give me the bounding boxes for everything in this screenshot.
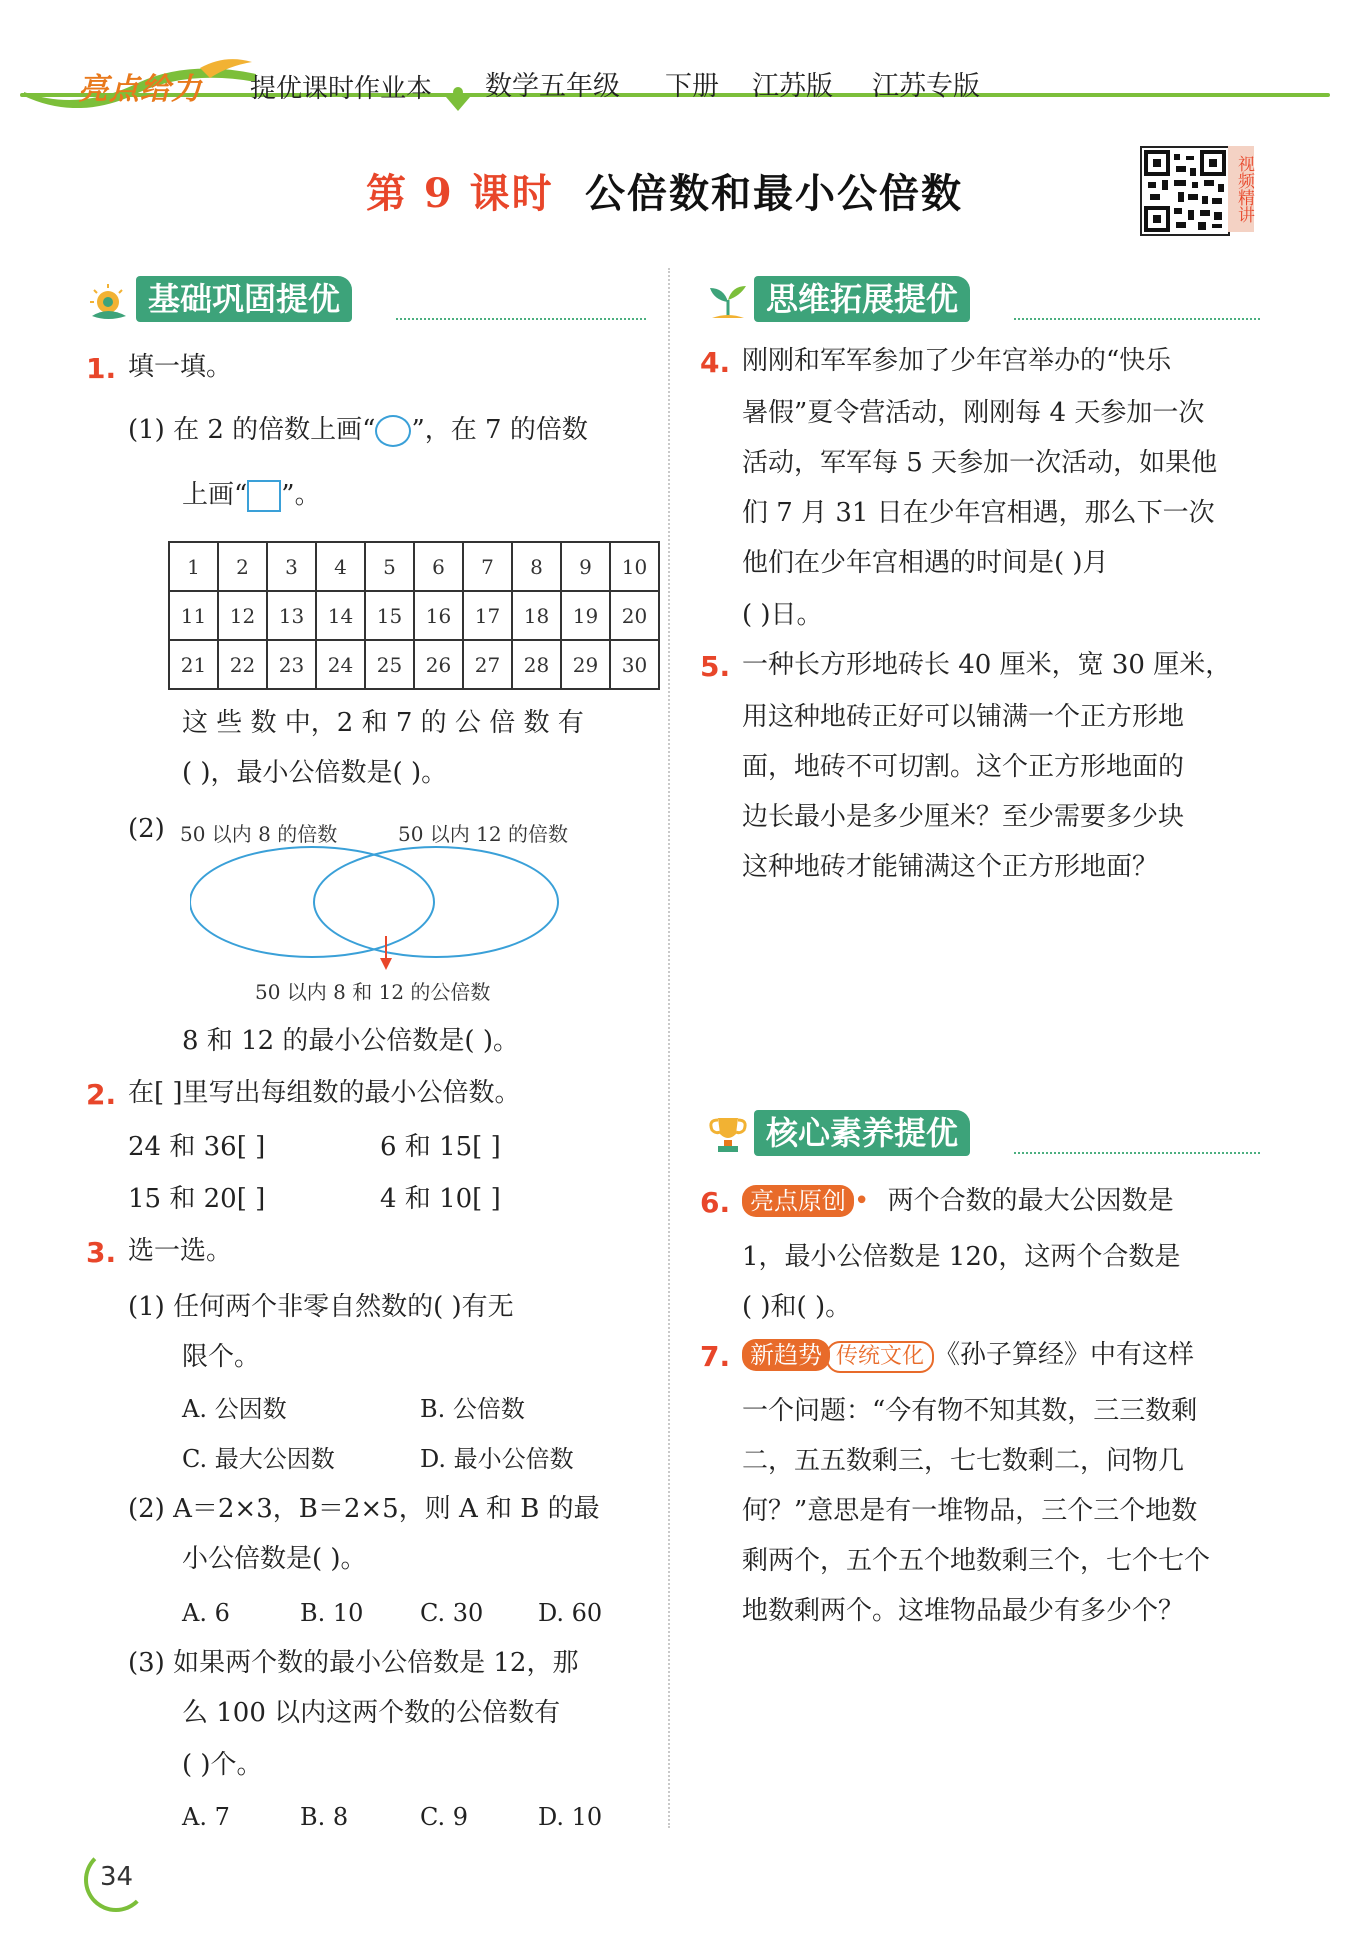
q6-line3[interactable]: ( )和( )。 [742,1292,852,1322]
q7-line: 一个问题：“今有物不知其数，三三数剩 [742,1396,1198,1426]
q5-number: 5. [700,650,731,683]
q4-line: 刚刚和军军参加了少年宫举办的“快乐 [742,346,1172,376]
q3-part2-line2[interactable]: 小公倍数是( )。 [182,1544,367,1574]
q1-stem: 填一填。 [128,352,233,382]
q6-text-1: 两个合数的最大公因数是 [887,1186,1174,1216]
q3-number: 3. [86,1236,117,1269]
q4-line: 暑假”夏令营活动，刚刚每 4 天参加一次 [742,398,1205,428]
q3-part3-line3[interactable]: ( )个。 [182,1750,263,1780]
section-thinking [704,276,1260,322]
section-thinking-rule [1014,318,1260,320]
q7-number: 7. [700,1340,731,1373]
q3-part1-option-a[interactable]: A. 公因数 [182,1395,287,1423]
section-core-label: 核心素养提优 [754,1110,970,1156]
grid-cell[interactable]: 22 [218,640,267,689]
q1-part1-text-c: 上画“ [182,480,248,510]
q3-part3-option-d[interactable]: D. 10 [538,1803,603,1831]
grid-row [169,542,659,591]
q3-part3-line2: 么 100 以内这两个数的公倍数有 [182,1698,561,1728]
grid-cell[interactable]: 26 [414,640,463,689]
section-thinking-label: 思维拓展提优 [754,276,970,322]
circle-mark-icon [375,415,411,447]
grid-cell[interactable]: 16 [414,591,463,640]
header-volume: 下册 [665,71,719,102]
grid-cell[interactable]: 25 [365,640,414,689]
q3-part2-option-c[interactable]: C. 30 [420,1599,484,1627]
grid-cell[interactable]: 9 [561,542,610,591]
q7-line1 [742,1338,1194,1373]
grid-cell[interactable]: 4 [316,542,365,591]
header-grade: 数学五年级 [485,71,620,102]
q1-part1-line1 [128,413,588,447]
grid-cell[interactable]: 27 [463,640,512,689]
q3-part1-line2: 限个。 [182,1342,261,1372]
grid-cell[interactable]: 28 [512,640,561,689]
section-basic [86,276,646,322]
q3-part3-option-a[interactable]: A. 7 [182,1803,230,1831]
q6-line1 [742,1184,1174,1218]
section-basic-rule [396,318,646,320]
grid-cell[interactable]: 13 [267,591,316,640]
grid-row [169,591,659,640]
grid-cell[interactable]: 20 [610,591,659,640]
grid-cell[interactable]: 17 [463,591,512,640]
q2-number: 2. [86,1078,117,1111]
q4-line: 活动，军军每 5 天参加一次活动，如果他 [742,448,1218,478]
header-dot [453,87,463,97]
q1-part2-label: (2) [128,814,165,844]
q4-number: 4. [700,346,731,379]
brand-subtitle: 提优课时作业本 [250,74,433,104]
venn-common-label: 50 以内 8 和 12 的公倍数 [255,980,491,1004]
sun-leaf-icon [86,278,136,322]
grid-cell[interactable]: 21 [169,640,218,689]
grid-cell[interactable]: 30 [610,640,659,689]
q5-line: 用这种地砖正好可以铺满一个正方形地 [742,702,1185,732]
brand-logo: 亮点给力 [78,72,202,107]
q3-part1-option-b[interactable]: B. 公倍数 [420,1395,525,1423]
q3-part2-option-b[interactable]: B. 10 [300,1599,364,1627]
grid-cell[interactable]: 29 [561,640,610,689]
q1-part2-answer[interactable]: 8 和 12 的最小公倍数是( )。 [182,1026,519,1056]
q5-line: 面，地砖不可切割。这个正方形地面的 [742,752,1185,782]
grid-row [169,640,659,689]
trophy-icon [704,1112,754,1156]
grid-cell[interactable]: 15 [365,591,414,640]
number-grid [168,541,660,690]
grid-cell[interactable]: 14 [316,591,365,640]
grid-cell[interactable]: 2 [218,542,267,591]
q1-number: 1. [86,352,117,385]
venn-diagram [190,840,590,980]
section-basic-label: 基础巩固提优 [136,276,352,322]
grid-cell[interactable]: 5 [365,542,414,591]
grid-cell[interactable]: 23 [267,640,316,689]
q1-part1-line2 [182,478,321,512]
q3-part1-option-d[interactable]: D. 最小公倍数 [420,1445,574,1473]
q7-text-1: 《孙子算经》中有这样 [934,1340,1195,1370]
q3-part3-option-b[interactable]: B. 8 [300,1803,349,1831]
q5-line: 一种长方形地砖长 40 厘米，宽 30 厘米， [742,650,1232,680]
header-region: 江苏专版 [872,71,980,102]
grid-cell[interactable]: 18 [512,591,561,640]
trend-tag: 新趋势 [742,1339,830,1371]
grid-cell[interactable]: 1 [169,542,218,591]
q2-item-15-20[interactable]: 15 和 20[ ] [128,1184,266,1214]
square-mark-icon [247,480,281,512]
q4-line[interactable]: 他们在少年宫相遇的时间是( )月 [742,548,1109,578]
lesson-title: 公倍数和最小公倍数 [585,170,963,217]
q7-line: 地数剩两个。这堆物品最少有多少个？ [742,1596,1185,1626]
q4-line: 们 7 月 31 日在少年宫相遇，那么下一次 [742,498,1215,528]
grid-cell[interactable]: 11 [169,591,218,640]
grid-cell[interactable]: 3 [267,542,316,591]
original-tag: 亮点原创 [742,1185,854,1217]
grid-cell[interactable]: 6 [414,542,463,591]
q7-line: 二，五五数剩三，七七数剩二，问物几 [742,1446,1185,1476]
q1-part1-text-d: ”。 [281,480,321,510]
section-core [704,1110,1260,1156]
q6-line2: 1，最小公倍数是 120，这两个合数是 [742,1242,1181,1272]
grid-cell[interactable]: 12 [218,591,267,640]
q5-line: 边长最小是多少厘米？至少需要多少块 [742,802,1185,832]
sprout-icon [704,278,754,322]
q3-stem: 选一选。 [128,1236,233,1266]
culture-tag: 传统文化 [826,1341,934,1373]
q3-part1-line1[interactable]: (1) 任何两个非零自然数的( )有无 [128,1292,514,1322]
grid-cell[interactable]: 8 [512,542,561,591]
q7-line: 剩两个，五个五个地数剩三个，七个七个 [742,1546,1211,1576]
q3-part3-line1: (3) 如果两个数的最小公倍数是 12，那 [128,1648,579,1678]
lesson-number: 第 9 课时 [366,170,554,217]
tag-dot-icon: • [854,1186,870,1216]
section-core-rule [1014,1152,1260,1154]
q3-part2-option-a[interactable]: A. 6 [182,1599,230,1627]
q1-part1-text-b: ”，在 7 的倍数 [411,415,588,445]
q1-part1-text-a: (1) 在 2 的倍数上画“ [128,415,376,445]
qr-video-tag: 视频精讲 [1228,146,1254,232]
q3-part2-line1: (2) A＝2×3，B＝2×5，则 A 和 B 的最 [128,1494,600,1524]
grid-cell[interactable]: 10 [610,542,659,591]
column-divider [668,268,670,1828]
q3-part1-option-c[interactable]: C. 最大公因数 [182,1445,335,1473]
grid-cell[interactable]: 24 [316,640,365,689]
q2-item-6-15[interactable]: 6 和 15[ ] [380,1132,501,1162]
grid-cell[interactable]: 7 [463,542,512,591]
q5-line: 这种地砖才能铺满这个正方形地面？ [742,852,1159,882]
venn-right-label: 50 以内 12 的倍数 [398,822,568,846]
q7-line: 何？”意思是有一堆物品，三个三个地数 [742,1496,1198,1526]
q6-number: 6. [700,1186,731,1219]
q2-stem: 在[ ]里写出每组数的最小公倍数。 [128,1078,521,1108]
grid-cell[interactable]: 19 [561,591,610,640]
page-number: 34 [100,1862,134,1892]
header-notch [446,97,470,111]
q2-item-24-36[interactable]: 24 和 36[ ] [128,1132,266,1162]
header-edition: 江苏版 [752,71,833,102]
venn-left-label: 50 以内 8 的倍数 [180,822,338,846]
q1-part1-answer-line1: 这 些 数 中，2 和 7 的 公 倍 数 有 [182,708,584,738]
q2-item-4-10[interactable]: 4 和 10[ ] [380,1184,501,1214]
q3-part2-option-d[interactable]: D. 60 [538,1599,603,1627]
q1-part1-answer-line2[interactable]: ( )，最小公倍数是( )。 [182,758,448,788]
qr-code[interactable] [1140,146,1230,236]
q4-line[interactable]: ( )日。 [742,600,823,630]
q3-part3-option-c[interactable]: C. 9 [420,1803,469,1831]
